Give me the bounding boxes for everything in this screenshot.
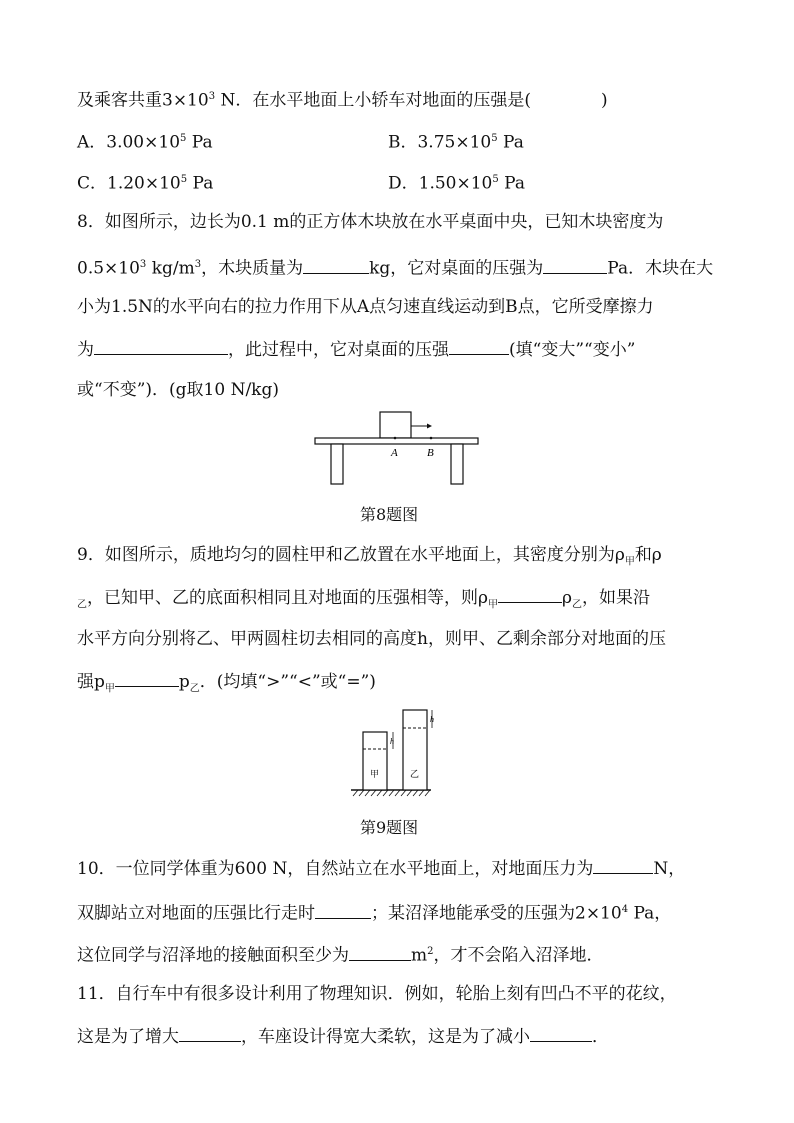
q7-text: 及乘客共重3×10 [77,90,209,111]
q9-subscript: 甲 [104,683,115,695]
q8-figure [313,408,483,488]
q10-line-3 [77,941,604,967]
q10-exponent: 4 [621,904,629,915]
q9-subscript: 甲 [488,599,498,611]
wood-block [380,412,411,438]
q9-text: 和ρ [634,545,662,565]
q11-text: ，车座设计得宽大柔软，这是为了减小 [241,1027,530,1047]
option-exponent: 5 [180,133,187,144]
q8-text: ，木块质量为 [201,258,304,279]
q10-text: Pa， [628,903,672,924]
q7-option-d [388,169,525,195]
answer-blank[interactable] [94,338,228,355]
q8-text: 为 [77,340,94,360]
q8-exponent: 3 [139,259,147,270]
q10-text: ；某沼泽地能承受的压强为2×10 [371,903,622,924]
q9-text: 9．如图所示，质地均匀的圆柱甲和乙放置在水平地面上，其密度分别为ρ [77,545,625,565]
q10-line-1 [77,857,685,880]
q10-line-2 [77,899,671,925]
point-a-label: A [391,447,398,459]
table-leg [331,444,343,484]
option-unit: Pa [187,173,214,194]
q10-text: N， [653,859,686,879]
q10-text: 10．一位同学体重为600 N，自然站立在水平地面上，对地面压力为 [77,859,594,879]
option-unit: Pa [497,132,524,153]
q9-line-3 [77,628,666,650]
option-text: D．1.50×10 [388,173,493,194]
q9-text: ，已知甲、乙的底面积相同且对地面的压强相等，则ρ [87,588,488,608]
answer-blank[interactable] [593,857,653,874]
q9-subscript: 乙 [189,683,200,695]
option-exponent: 5 [180,174,188,185]
answer-blank[interactable] [179,1025,241,1042]
q10-text: ，才不会陷入沼泽地． [433,945,604,966]
label-yi: 乙 [410,770,420,780]
q11-text: ． [592,1027,609,1047]
cylinder-jia [363,732,387,790]
q8-text: kg，它对桌面的压强为 [369,258,544,279]
q9-text: 强p [77,672,105,692]
answer-blank[interactable] [315,902,371,919]
option-text: C．1.20×10 [77,173,181,194]
q8-line-2 [77,254,713,280]
option-unit: Pa [186,132,213,153]
q8-exponent: 3 [194,259,202,270]
answer-blank[interactable] [498,586,562,603]
answer-blank[interactable] [349,944,411,961]
q9-figure [349,705,449,800]
option-exponent: 5 [491,133,498,144]
q9-line-1 [77,544,662,573]
ground-hatch [353,790,430,796]
q9-text: 水平方向分别将乙、甲两圆柱切去相同的高度h，则甲、乙剩余部分对地面的压 [77,629,666,649]
q11-line-2 [77,1025,609,1048]
table-top [315,438,478,444]
option-text: A．3.00×10 [77,132,181,153]
q8-text: 8．如图所示，边长为0.1 m的正方体木块放在水平桌面中央，已知木块密度为 [77,212,664,232]
q7-option-c [77,169,213,195]
q10-text: 这位同学与沼泽地的接触面积至少为 [77,945,349,966]
q11-line-1 [77,983,677,1005]
q9-text: ρ [562,588,572,608]
q7-option-b [388,128,524,154]
point-b-dot [430,437,433,440]
q8-text: kg/m [146,258,195,279]
q8-text: 小为1.5N的水平向右的拉力作用下从A点匀速直线运动到B点，它所受摩擦力 [77,297,654,317]
q9-caption: 第9题图 [360,818,419,837]
q8-text: 0.5×10 [77,258,140,279]
q8-text: Pa．木块在大 [607,258,714,279]
label-jia: 甲 [370,770,380,780]
q7-text: N．在水平地面上小轿车对地面的压强是( [215,90,531,111]
q8-line-1 [77,211,663,233]
q9-text: ．(均填“>”“<”或“=”) [199,672,376,692]
q9-subscript: 乙 [572,599,582,611]
q9-line-4 [77,670,376,700]
answer-blank[interactable] [530,1025,592,1042]
q9-subscript: 甲 [624,556,635,568]
q8-text: ，此过程中，它对桌面的压强 [228,340,449,360]
q11-text: 这是为了增大 [77,1027,179,1047]
option-exponent: 5 [492,174,499,185]
answer-blank[interactable] [303,257,369,274]
h-label: h [430,715,434,724]
q9-text: ，如果沿 [582,588,650,608]
q10-text: m [411,945,428,966]
q8-text: (填“变大”“变小” [509,340,636,360]
q8-caption: 第8题图 [360,505,419,524]
q7-stem-line [77,86,608,112]
q9-text: p [178,672,190,692]
q7-exponent: 3 [208,91,216,102]
table-leg [451,444,463,484]
q7-answer-paren: ) [601,90,608,111]
q8-line-5 [77,379,279,401]
option-text: B．3.75×10 [388,132,492,153]
q9-line-2 [77,586,650,616]
arrow-head-icon [427,424,432,429]
option-unit: Pa [498,173,525,194]
q11-text: 11．自行车中有很多设计利用了物理知识．例如，轮胎上刻有凹凸不平的花纹， [77,984,677,1004]
answer-blank[interactable] [115,670,179,687]
h-label: h [390,737,394,746]
q9-subscript: 乙 [77,599,87,611]
answer-blank[interactable] [449,338,509,355]
q7-option-a [77,128,213,154]
point-a-dot [394,437,397,440]
q8-text: 或“不变”)．(g取10 N/kg) [77,380,279,400]
q10-text: 双脚站立对地面的压强比行走时 [77,903,315,924]
q8-line-3 [77,296,654,318]
point-b-label: B [427,447,434,459]
q10-exponent: 2 [427,946,434,957]
answer-blank[interactable] [543,257,607,274]
q8-line-4 [77,338,635,361]
